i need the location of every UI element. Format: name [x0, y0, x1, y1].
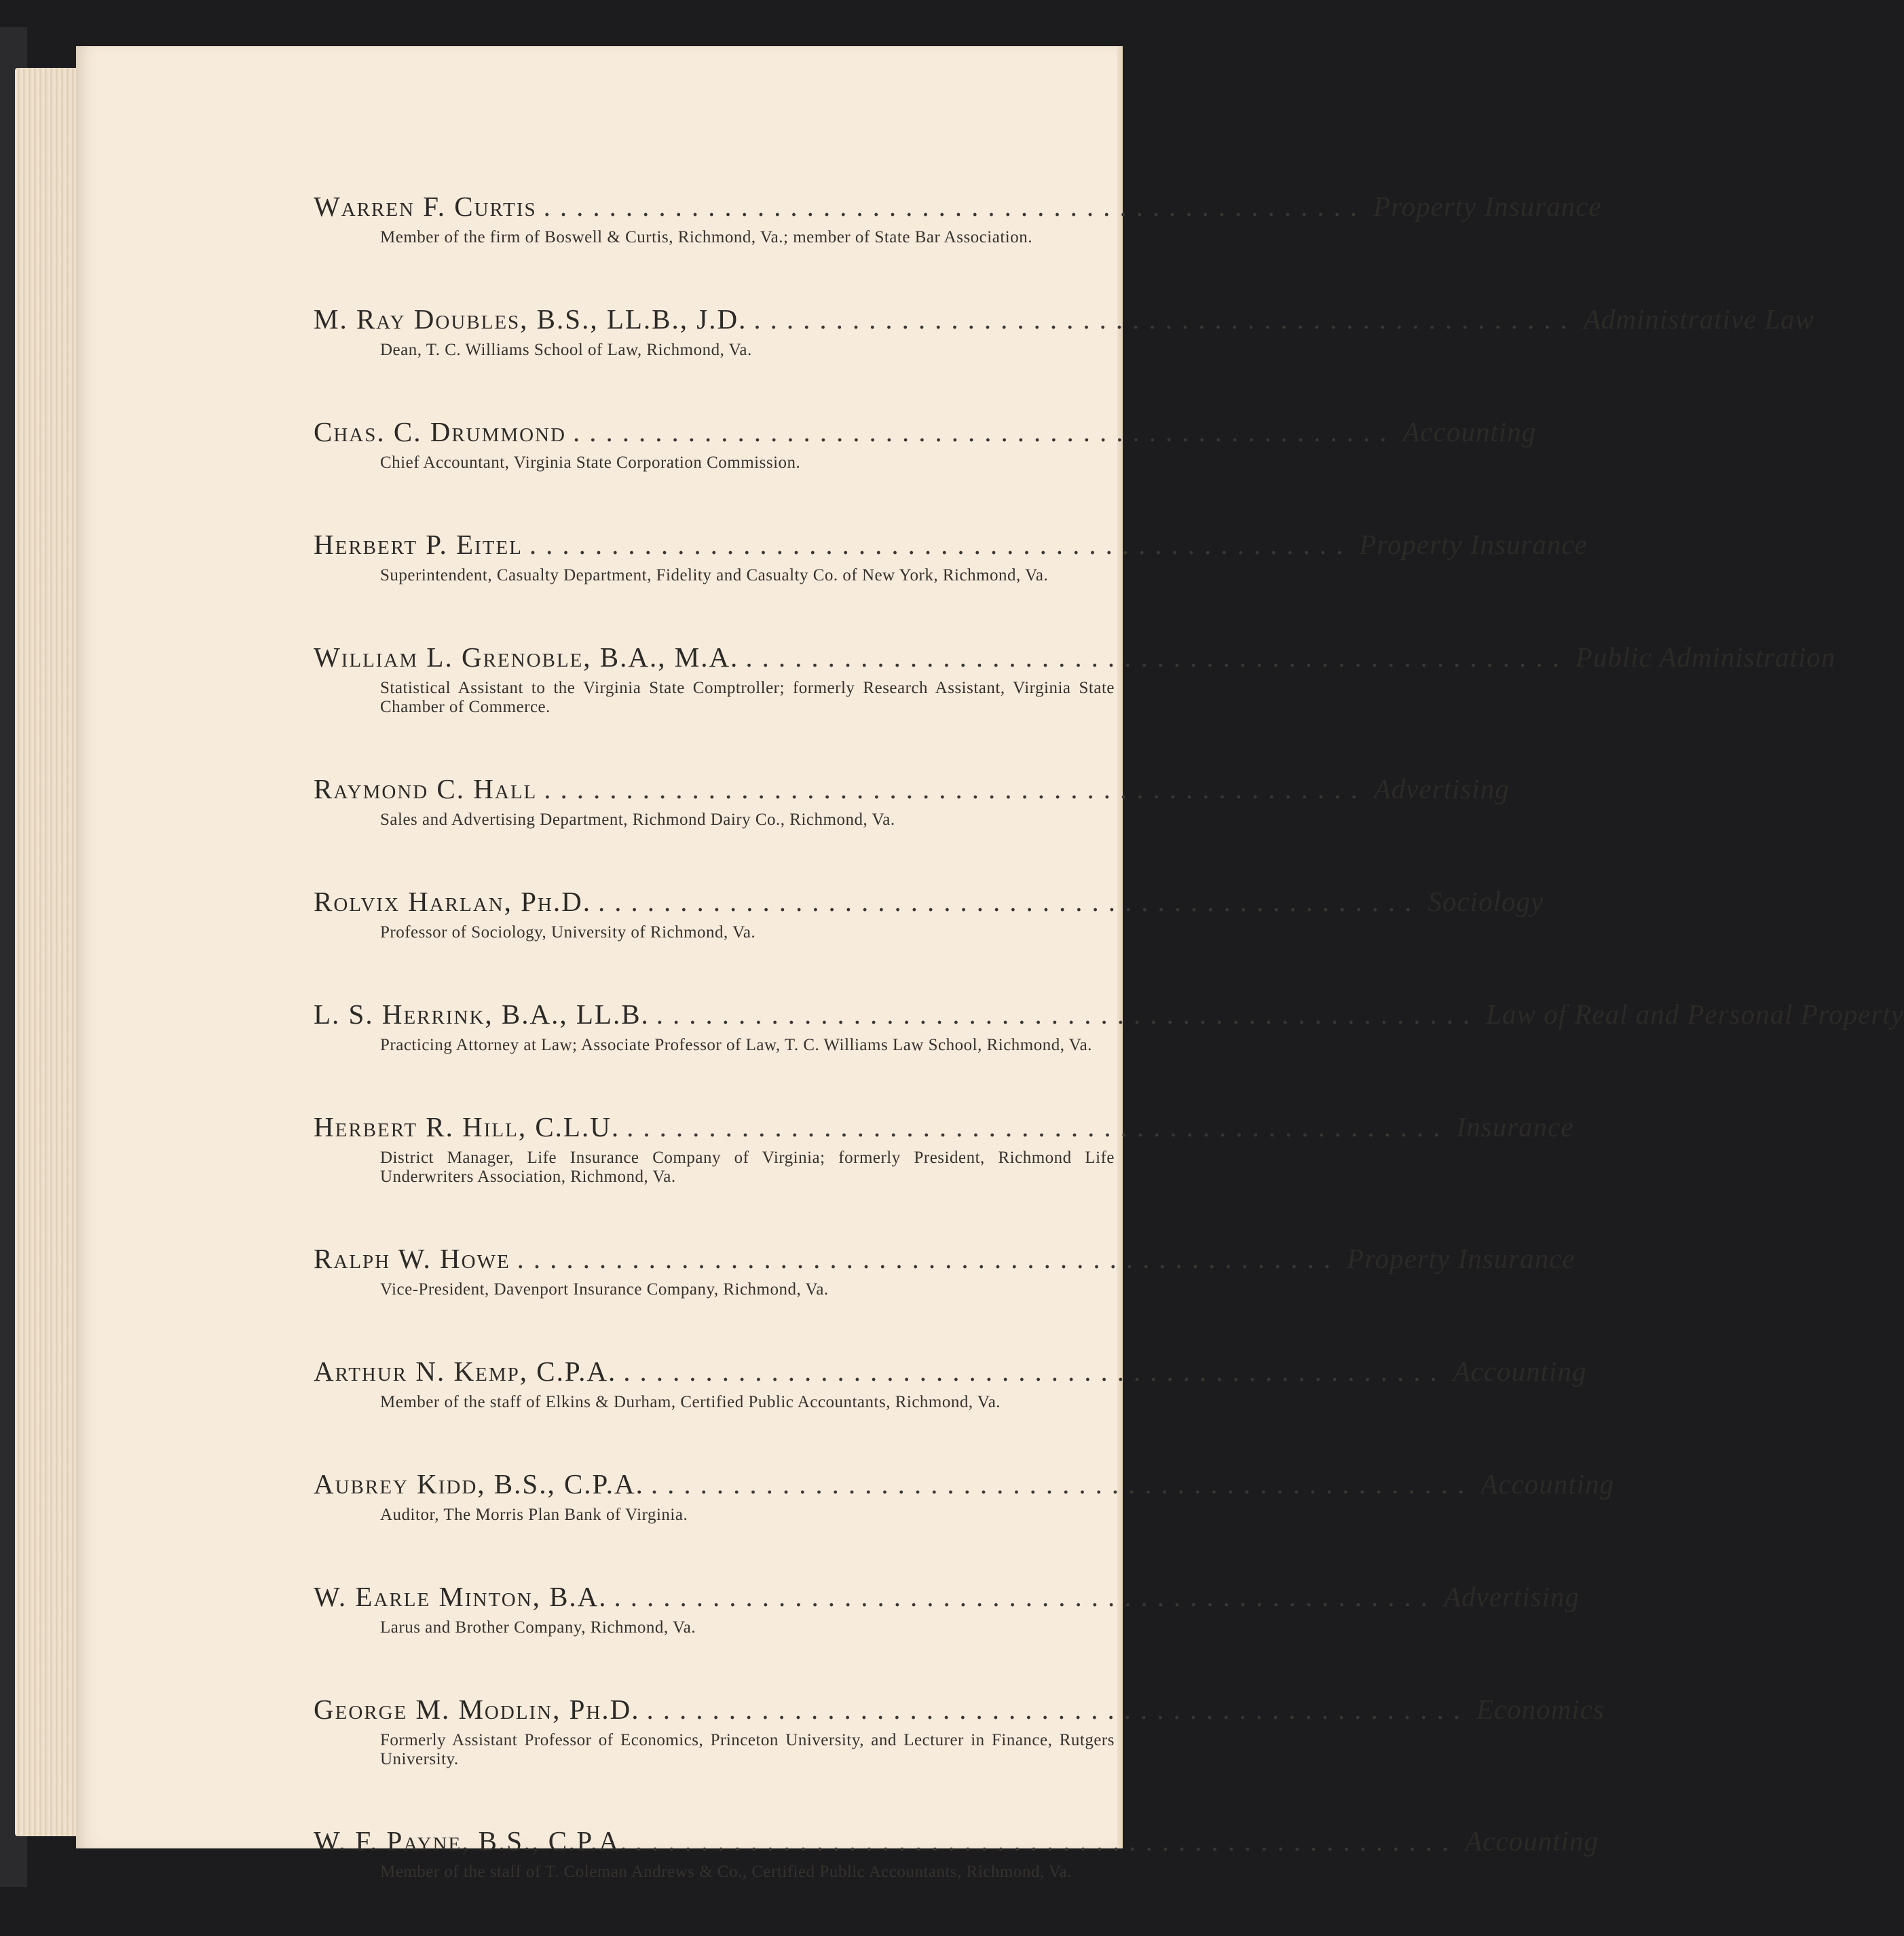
- faculty-name: Herbert P. Eitel: [314, 529, 523, 560]
- entry-heading: [314, 997, 1904, 1032]
- dot-leader: ..................................................: [529, 529, 1353, 560]
- faculty-subject: Accounting: [1453, 1356, 1587, 1387]
- dot-leader: ..................................................: [517, 1243, 1341, 1274]
- faculty-subject: Property Insurance: [1359, 529, 1588, 560]
- faculty-description: Dean, T. C. Williams School of Law, Richmond, Va.: [380, 341, 752, 359]
- faculty-entry: [314, 301, 1815, 360]
- faculty-description: Superintendent, Casualty Department, Fidelity and Casualty Co. of New York, Richmond, Va.: [380, 566, 1049, 584]
- faculty-name: George M. Modlin, Ph.D.: [314, 1694, 640, 1725]
- faculty-name: Rolvix Harlan, Ph.D.: [314, 886, 591, 917]
- page-stack-edge: [15, 68, 76, 1836]
- entry-heading: [314, 1109, 1574, 1144]
- faculty-name: William L. Grenoble, B.A., M.A.: [314, 641, 739, 673]
- dot-leader: ..................................................: [635, 1825, 1459, 1857]
- faculty-description: Chief Accountant, Virginia State Corporation Commission.: [380, 453, 801, 472]
- faculty-subject: Advertising: [1373, 773, 1510, 804]
- faculty-subject: Accounting: [1480, 1468, 1615, 1500]
- faculty-entry: [314, 771, 1510, 830]
- faculty-entry: [314, 1692, 1605, 1769]
- faculty-name: Raymond C. Hall: [314, 773, 538, 804]
- faculty-subject: Sociology: [1427, 886, 1544, 917]
- faculty-entry: [314, 1823, 1599, 1882]
- faculty-description: Professor of Sociology, University of Richmond, Va.: [380, 923, 756, 942]
- entry-heading: [314, 771, 1510, 806]
- faculty-description: Member of the firm of Boswell & Curtis, Richmond, Va.; member of State Bar Association.: [380, 228, 1032, 246]
- entry-heading: [314, 639, 1836, 675]
- entry-heading: [314, 884, 1544, 919]
- dot-leader: ..................................................: [627, 1111, 1450, 1142]
- faculty-description: Practicing Attorney at Law; Associate Professor of Law, T. C. Williams Law School, Richmond, Va.: [380, 1036, 1092, 1054]
- dot-leader: ..................................................: [745, 641, 1569, 673]
- faculty-subject: Advertising: [1444, 1581, 1580, 1612]
- faculty-description: Member of the staff of T. Coleman Andrews & Co., Certified Public Accountants, Richmond, Va.: [380, 1863, 1072, 1881]
- faculty-name: Ralph W. Howe: [314, 1243, 510, 1274]
- faculty-subject: Public Administration: [1575, 641, 1836, 673]
- dot-leader: ..................................................: [573, 416, 1396, 447]
- faculty-description: Larus and Brother Company, Richmond, Va.: [380, 1618, 696, 1637]
- faculty-entry: [314, 997, 1904, 1055]
- faculty-subject: Accounting: [1465, 1825, 1599, 1857]
- dot-leader: ..................................................: [656, 999, 1480, 1030]
- faculty-name: Arthur N. Kemp, C.P.A.: [314, 1356, 617, 1387]
- faculty-description: District Manager, Life Insurance Company of Virginia; formerly President, Richmond Life Underwriters Association, Richmond, Va.: [380, 1149, 1115, 1186]
- entry-heading: [314, 1692, 1605, 1727]
- dot-leader: ..................................................: [597, 886, 1421, 917]
- faculty-subject: Economics: [1476, 1694, 1605, 1725]
- faculty-subject: Administrative Law: [1583, 303, 1815, 335]
- entry-heading: [314, 1354, 1587, 1389]
- faculty-entry: [314, 639, 1836, 717]
- faculty-name: Aubrey Kidd, B.S., C.P.A.: [314, 1468, 644, 1500]
- book-page: [76, 46, 1904, 1881]
- faculty-name: Chas. C. Drummond: [314, 416, 567, 447]
- faculty-name: Warren F. Curtis: [314, 191, 537, 222]
- entry-heading: [314, 1579, 1580, 1614]
- faculty-entry: [314, 527, 1588, 585]
- faculty-entry: [314, 189, 1602, 247]
- entry-heading: [314, 527, 1588, 562]
- faculty-list: [314, 189, 1904, 1936]
- dot-leader: ..................................................: [753, 303, 1577, 335]
- faculty-entry: [314, 1241, 1575, 1299]
- faculty-description: Auditor, The Morris Plan Bank of Virginia.: [380, 1506, 688, 1524]
- dot-leader: ..................................................: [650, 1468, 1474, 1500]
- faculty-description: Formerly Assistant Professor of Economics, Princeton University, and Lecturer in Finance, Rutgers University.: [380, 1731, 1115, 1768]
- faculty-subject: Property Insurance: [1347, 1243, 1575, 1274]
- faculty-description: Sales and Advertising Department, Richmond Dairy Co., Richmond, Va.: [380, 811, 895, 829]
- dot-leader: ..................................................: [543, 191, 1367, 222]
- entry-heading: [314, 414, 1537, 449]
- faculty-entry: [314, 414, 1537, 472]
- entry-heading: [314, 1241, 1575, 1276]
- faculty-description: Member of the staff of Elkins & Durham, Certified Public Accountants, Richmond, Va.: [380, 1393, 1001, 1411]
- faculty-subject: Law of Real and Personal Property: [1486, 999, 1904, 1030]
- faculty-name: W. Earle Minton, B.A.: [314, 1581, 608, 1612]
- faculty-entry: [314, 1579, 1580, 1637]
- faculty-name: Herbert R. Hill, C.L.U.: [314, 1111, 620, 1142]
- entry-heading: [314, 1823, 1599, 1859]
- faculty-subject: Accounting: [1402, 416, 1537, 447]
- faculty-entry: [314, 884, 1544, 942]
- faculty-entry: [314, 1109, 1574, 1187]
- faculty-description: Statistical Assistant to the Virginia State Comptroller; formerly Research Assistant, Virginia State Chamber of Commerce.: [380, 679, 1115, 716]
- faculty-entry: [314, 1466, 1615, 1525]
- dot-leader: ..................................................: [544, 773, 1367, 804]
- faculty-name: M. Ray Doubles, B.S., LL.B., J.D.: [314, 303, 747, 335]
- dot-leader: ..................................................: [614, 1581, 1438, 1612]
- entry-heading: [314, 301, 1815, 337]
- faculty-description: Vice-President, Davenport Insurance Company, Richmond, Va.: [380, 1280, 829, 1299]
- entry-heading: [314, 189, 1602, 224]
- entry-heading: [314, 1466, 1615, 1502]
- faculty-subject: Insurance: [1456, 1111, 1574, 1142]
- dot-leader: ..................................................: [623, 1356, 1446, 1387]
- faculty-entry: [314, 1354, 1587, 1412]
- faculty-name: L. S. Herrink, B.A., LL.B.: [314, 999, 650, 1030]
- faculty-subject: Property Insurance: [1373, 191, 1602, 222]
- dot-leader: ..................................................: [646, 1694, 1470, 1725]
- faculty-name: W. F. Payne, B.S., C.P.A.: [314, 1825, 629, 1857]
